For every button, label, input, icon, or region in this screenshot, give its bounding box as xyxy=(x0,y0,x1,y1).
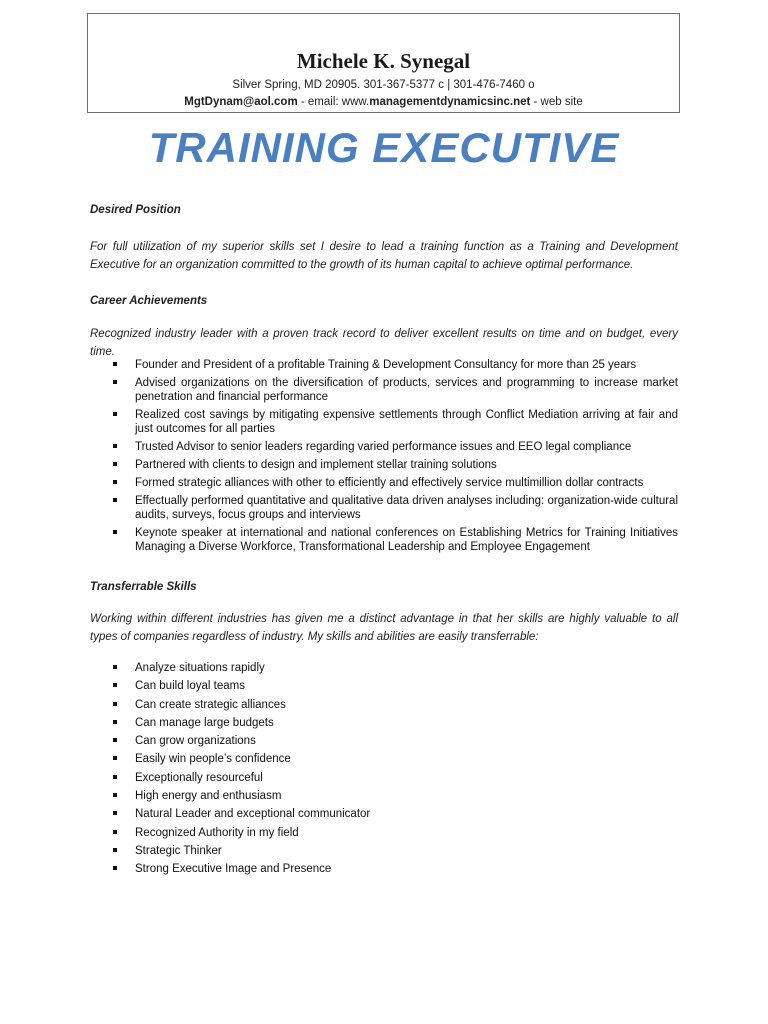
bullet-square-icon xyxy=(113,412,117,416)
list-item xyxy=(90,844,678,858)
bullet-square-icon xyxy=(113,480,117,484)
bullet-square-icon xyxy=(113,530,117,534)
list-item-text: Can grow organizations xyxy=(135,735,256,748)
email-address: MgtDynam@aol.com xyxy=(184,96,298,108)
list-item xyxy=(90,789,678,803)
list-item xyxy=(90,661,678,675)
list-item-text: Analyze situations rapidly xyxy=(135,662,265,674)
bullet-square-icon xyxy=(113,665,117,669)
list-item-text: Easily win people’s confidence xyxy=(135,753,291,766)
list-item xyxy=(90,526,678,554)
list-item-text: Formed strategic alliances with other to efficiently and effectively service multimillion dollar contracts xyxy=(135,477,644,489)
list-item-text: Natural Leader and exceptional communicator xyxy=(135,808,371,821)
bullet-square-icon xyxy=(113,830,117,834)
list-item-text: Effectually performed quantitative and qualitative data driven analyses including: organization-wide cultural audits, surveys, focus groups and interviews xyxy=(135,495,678,521)
bullet-square-icon xyxy=(113,866,117,870)
bullet-square-icon xyxy=(113,462,117,466)
candidate-name: Michele K. Synegal xyxy=(296,49,471,73)
list-item xyxy=(90,752,678,766)
list-item xyxy=(90,358,678,372)
bullet-square-icon xyxy=(113,848,117,852)
bullet-square-icon xyxy=(113,775,117,779)
list-item-text: Partnered with clients to design and implement stellar training solutions xyxy=(135,459,497,471)
list-item xyxy=(90,862,678,876)
bullet-square-icon xyxy=(113,702,117,706)
list-item xyxy=(90,679,678,693)
list-item xyxy=(90,826,678,840)
bullet-square-icon xyxy=(113,362,117,366)
bullet-square-icon xyxy=(113,793,117,797)
list-item-text: High energy and enthusiasm xyxy=(135,790,282,803)
list-item xyxy=(90,376,678,404)
list-item xyxy=(90,771,678,785)
bullet-square-icon xyxy=(113,498,117,502)
list-item xyxy=(90,698,678,712)
career-achievements-list xyxy=(90,358,678,558)
address-phone-line: Silver Spring, MD 20905. 301-367-5377 c | 301-476-7460 o xyxy=(232,79,535,91)
list-item-text: Can build loyal teams xyxy=(135,680,245,693)
list-item-text: Strong Executive Image and Presence xyxy=(135,863,332,876)
list-item xyxy=(90,494,678,522)
bullet-square-icon xyxy=(113,811,117,815)
transferrable-skills-heading: Transferrable Skills xyxy=(90,581,197,593)
list-item-text: Can create strategic alliances xyxy=(135,698,286,711)
transferrable-skills-intro: Working within different industries has given me a distinct advantage in that her skills are highly valuable to all types of companies regardless of industry. My skills and abilities are easily transferrable: xyxy=(90,613,678,643)
transferrable-skills-list xyxy=(90,661,678,881)
list-item xyxy=(90,734,678,748)
email-label: - email: www. xyxy=(297,96,370,108)
email-website-line xyxy=(88,97,679,109)
list-item-text: Exceptionally resourceful xyxy=(135,771,263,784)
list-item-text: Trusted Advisor to senior leaders regarding varied performance issues and EEO legal compliance xyxy=(135,441,632,453)
bullet-square-icon xyxy=(113,380,117,384)
bullet-square-icon xyxy=(113,683,117,687)
list-item-text: Recognized Authority in my field xyxy=(135,826,299,839)
list-item xyxy=(90,807,678,821)
resume-title: TRAINING EXECUTIVE xyxy=(148,124,620,171)
career-achievements-heading: Career Achievements xyxy=(90,295,208,307)
career-achievements-intro: Recognized industry leader with a proven track record to deliver excellent results on time and on budget, every time. xyxy=(90,328,678,358)
list-item-text: Realized cost savings by mitigating expensive settlements through Conflict Mediation arriving at fair and just outcomes for all parties xyxy=(135,409,678,435)
website-label: - web site xyxy=(530,96,583,108)
website-address: managementdynamicsinc.net xyxy=(369,96,531,108)
list-item-text: Strategic Thinker xyxy=(135,844,222,857)
list-item xyxy=(90,408,678,436)
desired-position-text: For full utilization of my superior skills set I desire to lead a training function as a Training and Development Executive for an organization committed to the growth of its human capital to achieve optimal performance. xyxy=(90,241,678,271)
desired-position-heading: Desired Position xyxy=(90,204,181,216)
list-item xyxy=(90,440,678,454)
bullet-square-icon xyxy=(113,738,117,742)
bullet-square-icon xyxy=(113,756,117,760)
bullet-square-icon xyxy=(113,444,117,448)
list-item-text: Advised organizations on the diversification of products, services and programming to increase market penetration and financial performance xyxy=(135,377,678,403)
bullet-square-icon xyxy=(113,720,117,724)
list-item-text: Founder and President of a profitable Training & Development Consultancy for more than 25 years xyxy=(135,359,637,371)
list-item-text: Can manage large budgets xyxy=(135,716,274,729)
list-item xyxy=(90,476,678,490)
contact-header-box xyxy=(87,13,680,113)
list-item xyxy=(90,458,678,472)
list-item-text: Keynote speaker at international and national conferences on Establishing Metrics for Training Initiatives Managing a Diverse Workforce, Transformational Leadership and Employee Engagement xyxy=(135,527,678,553)
list-item xyxy=(90,716,678,730)
